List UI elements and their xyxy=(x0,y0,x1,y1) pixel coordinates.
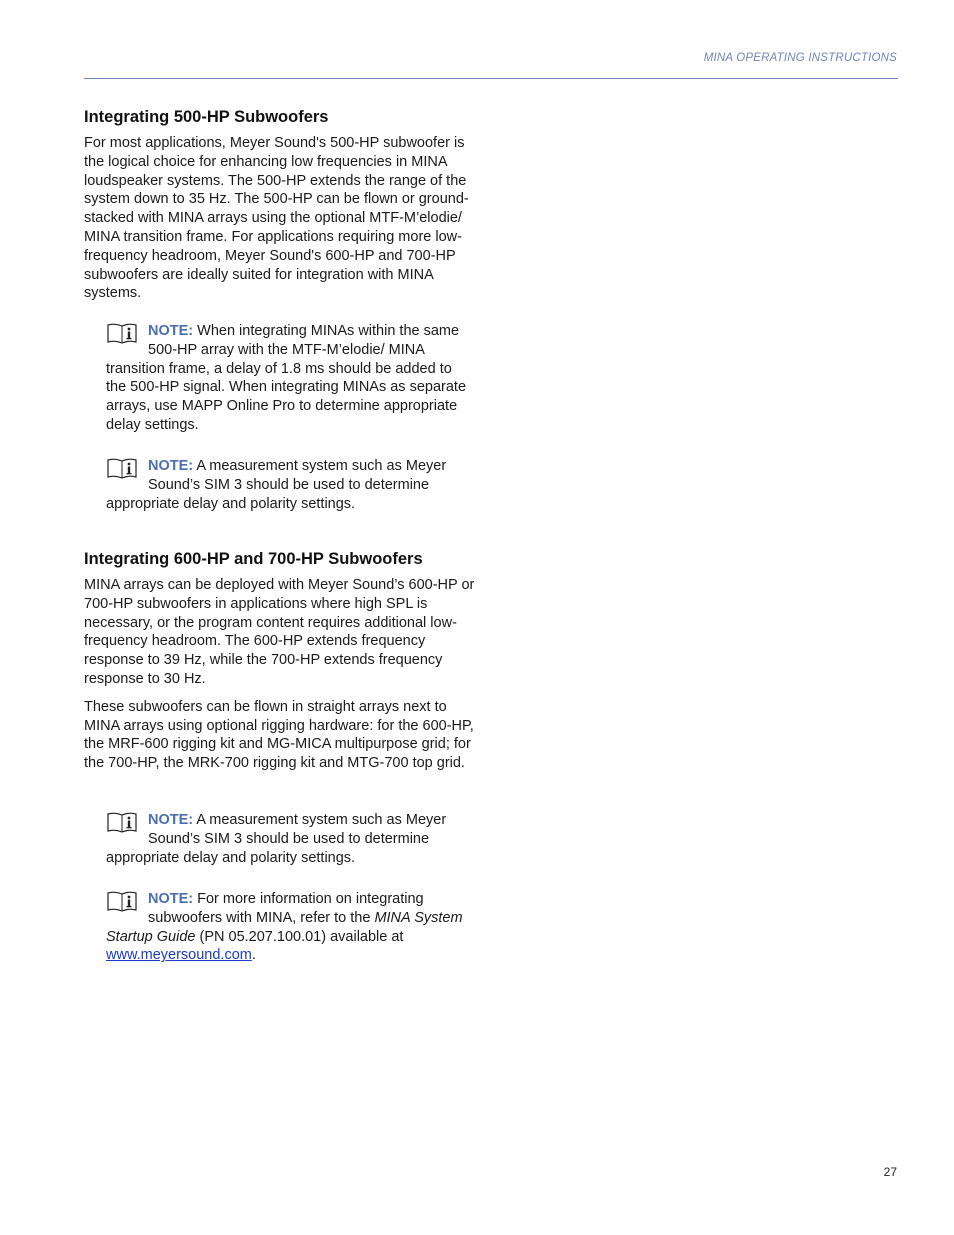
body-paragraph: MINA arrays can be deployed with Meyer Sound’s 600-HP or 700-HP subwoofers in applications where high SPL is necessary, or the program content requires additional low-frequency headroom. The 600-HP extends frequency response to 39 Hz, while the 700-HP extends frequency response to 30 Hz. xyxy=(84,577,475,687)
note-box xyxy=(106,811,466,867)
note-label: NOTE: xyxy=(148,458,194,474)
note-text: A measurement system such as Meyer Sound’s SIM 3 should be used to determine appropriate delay and polarity settings. xyxy=(106,812,447,866)
section-heading: Integrating 500-HP Subwoofers xyxy=(84,108,329,126)
note-text: . xyxy=(251,947,256,964)
page-number: 27 xyxy=(883,1165,897,1179)
note-text: (PN 05.207.100.01) available at xyxy=(195,928,404,945)
running-header: MINA OPERATING INSTRUCTIONS xyxy=(703,52,897,64)
info-book-icon xyxy=(106,890,138,914)
note-label: NOTE: xyxy=(148,812,194,828)
note-label: NOTE: xyxy=(148,323,194,339)
info-book-icon xyxy=(106,322,138,346)
guide-title: MINA System Startup Guide xyxy=(106,909,463,945)
header-rule xyxy=(84,78,898,79)
meyersound-link[interactable]: www.meyersound.com xyxy=(106,947,252,964)
info-book-icon xyxy=(106,811,138,835)
section-heading: Integrating 600-HP and 700-HP Subwoofers xyxy=(84,550,423,568)
note-box xyxy=(106,457,466,513)
note-box xyxy=(106,890,466,965)
body-paragraph: These subwoofers can be flown in straight arrays next to MINA arrays using optional rigging hardware: for the 600-HP, the MRF-600 rigging kit and MG-MICA multipurpose grid; for the 700-HP, the MRK-700 rigging kit and MTG-700 top grid. xyxy=(84,698,474,772)
note-text: For more information on integrating subwoofers with MINA, refer to the xyxy=(148,891,424,926)
note-text: When integrating MINAs within the same 500-HP array with the MTF-M’elodie/ MINA transition frame, a delay of 1.8 ms should be added to the 500-HP signal. When integrating MINAs as separate arrays, use MAPP Online Pro to determine appropriate delay settings. xyxy=(106,323,467,433)
note-box xyxy=(106,322,466,435)
info-book-icon xyxy=(106,457,138,481)
section-500hp xyxy=(84,108,484,303)
note-label: NOTE: xyxy=(148,891,194,907)
body-paragraph: For most applications, Meyer Sound's 500-HP subwoofer is the logical choice for enhancing low frequencies in MINA loudspeaker systems. The 500-HP extends the range of the system down to 35 Hz. The 500-HP can be flown or ground-stacked with MINA arrays using the optional MTF-M’elodie/ MINA transition frame. For applications requiring more low-frequency headroom, Meyer Sound's 600-HP and 700-HP subwoofers are ideally suited for integration with MINA systems. xyxy=(84,135,469,302)
note-text: A measurement system such as Meyer Sound’s SIM 3 should be used to determine appropriate delay and polarity settings. xyxy=(106,458,447,512)
section-600-700hp xyxy=(84,550,484,773)
